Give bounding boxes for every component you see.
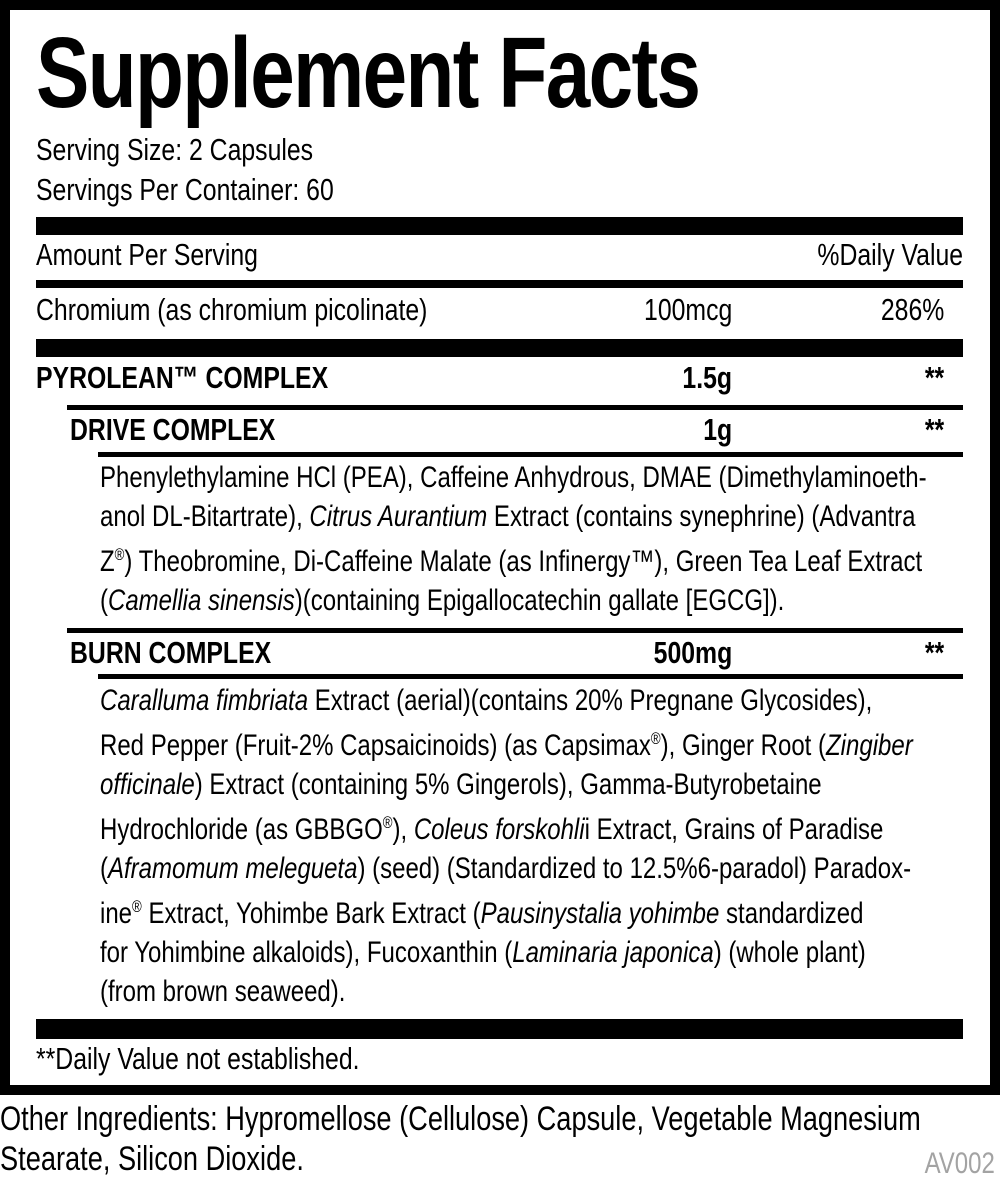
complex-amount: 1g — [703, 412, 732, 447]
complex-row-burn — [36, 633, 963, 673]
text-line: (from brown seaweed). — [100, 975, 346, 1008]
nutrient-row-chromium — [36, 290, 963, 330]
complex-row-pyrolean — [36, 358, 963, 398]
other-ingredients — [0, 1099, 1000, 1179]
complex-daily-value: ** — [924, 360, 944, 395]
text-line: Red Pepper (Fruit-2% Capsaicinoids) (as Capsimax®), Ginger Root (Zingiber — [100, 729, 913, 762]
text-line: (Camellia sinensis)(containing Epigallocatechin gallate [EGCG]). — [100, 584, 785, 617]
burn-ingredients-paragraph — [100, 681, 963, 1011]
text-line: Caralluma fimbriata Extract (aerial)(contains 20% Pregnane Glycosides), — [100, 684, 873, 717]
separator-bar-footnote — [36, 1019, 963, 1039]
text-line: officinale) Extract (containing 5% Gingerols), Gamma-Butyrobetaine — [100, 768, 822, 801]
separator-bar-complex — [36, 339, 963, 357]
servings-per-container: Servings Per Container: 60 — [36, 172, 334, 207]
complex-row-drive — [36, 410, 963, 450]
separator-bar-top — [36, 217, 963, 235]
text-line: Phenylethylamine HCl (PEA), Caffeine Anhydrous, DMAE (Dimethylaminoeth- — [100, 461, 927, 494]
text-line: Stearate, Silicon Dioxide. — [0, 1140, 304, 1178]
sub-rule-below-burn — [98, 674, 963, 679]
complex-name: BURN COMPLEX — [70, 635, 272, 670]
nutrient-amount: 100mcg — [643, 292, 732, 327]
complex-amount: 1.5g — [682, 360, 732, 395]
header-divider-rule — [36, 280, 963, 288]
complex-name: PYROLEAN™ COMPLEX — [36, 360, 329, 395]
text-line: for Yohimbine alkaloids), Fucoxanthin (Laminaria japonica) (whole plant) — [100, 936, 866, 969]
nutrient-name: Chromium (as chromium picolinate) — [36, 292, 428, 327]
complex-name: DRIVE COMPLEX — [70, 412, 276, 447]
serving-size: Serving Size: 2 Capsules — [36, 132, 314, 167]
complex-daily-value: ** — [924, 412, 944, 447]
panel-title: Supplement Facts — [36, 17, 700, 129]
text-line: (Aframomum melegueta) (seed) (Standardized to 12.5%6-paradol) Paradox- — [100, 852, 912, 885]
complex-amount: 500mg — [653, 635, 732, 670]
daily-value-header: %Daily Value — [817, 237, 963, 272]
daily-value-footnote: **Daily Value not established. — [36, 1041, 360, 1076]
amount-per-serving-header: Amount Per Serving — [36, 237, 258, 272]
sub-rule-below-drive — [98, 452, 963, 457]
drive-ingredients-paragraph — [100, 458, 963, 620]
column-header-row — [36, 235, 963, 275]
text-line: anol DL-Bitartrate), Citrus Aurantium Extract (contains synephrine) (Advantra — [100, 500, 916, 533]
text-line: Other Ingredients: Hypromellose (Cellulose) Capsule, Vegetable Magnesium — [0, 1100, 921, 1138]
text-line: Z®) Theobromine, Di-Caffeine Malate (as Infinergy™), Green Tea Leaf Extract — [100, 545, 923, 578]
complex-daily-value: ** — [924, 635, 944, 670]
nutrient-daily-value: 286% — [880, 292, 944, 327]
text-line: ine® Extract, Yohimbe Bark Extract (Pausinystalia yohimbe standardized — [100, 897, 864, 930]
text-line: Hydrochloride (as GBBGO®), Coleus forskohlii Extract, Grains of Paradise — [100, 813, 884, 846]
label-code: AV002 — [924, 1147, 995, 1180]
